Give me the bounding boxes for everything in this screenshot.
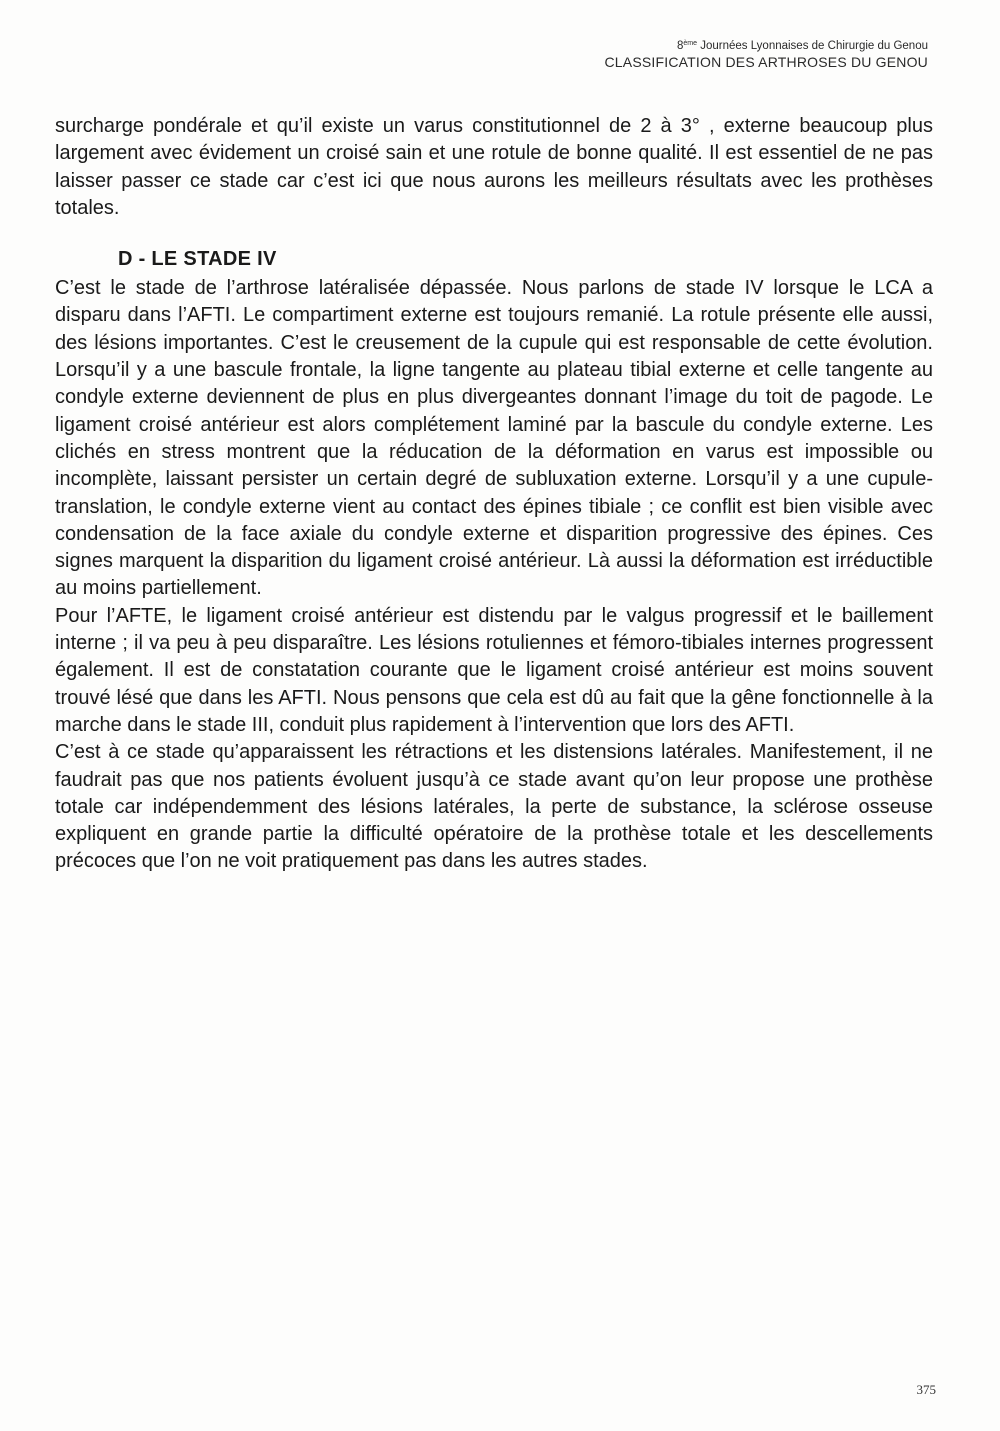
conference-ordinal-suffix: ème <box>683 40 697 47</box>
section-heading: D - LE STADE IV <box>118 248 277 271</box>
body-paragraph: C’est à ce stade qu’apparaissent les rétractions et les distensions latérales. Manifestement, il ne faudrait pas que nos patients évoluent jusqu’à ce stade avant qu’on leur propose une prothèse totale car indépendemment des lésions latérales, la perte de substance, la sclérose osseuse expliquent en grande partie la difficulté opératoire de la prothèse totale et les descellements précoces que l’on ne voit pratiquement pas dans les autres stades. <box>55 741 933 873</box>
page-body <box>55 113 933 876</box>
document-title: CLASSIFICATION DES ARTHROSES DU GENOU <box>604 54 928 70</box>
conference-title: Journées Lyonnaises de Chirurgie du Genou <box>697 40 928 52</box>
conference-name <box>605 36 929 54</box>
page-number: 375 <box>916 1382 936 1397</box>
body-paragraph: C’est le stade de l’arthrose latéralisée dépassée. Nous parlons de stade IV lorsque le LCA a disparu dans l’AFTI. Le compartiment externe est toujours remanié. La rotule présente elle aussi, des lésions importantes. C’est le creusement de la cupule qui est responsable de cette évolution. Lorsqu’il y a une bascule frontale, la ligne tangente au plateau tibial externe et celle tangente au condyle externe deviennent de plus en plus divergeantes donnant l’image du toit de pagode. Le ligament croisé antérieur est alors complétement laminé par la bascule du condyle externe. Les clichés en stress montrent que la réducation de la déformation en varus est impossible ou incomplète, laissant persister un certain degré de subluxation externe. Lorsqu’il y a une cupule-translation, le condyle externe vient au contact des épines tibiale ; ce conflit est bien visible avec condensation de la face axiale du condyle externe et disparition progressive des épines. Ces signes marquent la disparition du ligament croisé antérieur. Là aussi la déformation est irréductible au moins partiellement. <box>55 277 933 600</box>
intro-paragraph: surcharge pondérale et qu’il existe un varus constitutionnel de 2 à 3° , externe beaucoup plus largement avec évidement un croisé sain et une rotule de bonne qualité. Il est essentiel de ne pas laisser passer ce stade car c’est ici que nous aurons les meilleurs résultats avec les prothèses totales. <box>55 115 933 219</box>
conference-number: 8 <box>676 40 684 52</box>
body-paragraph: Pour l’AFTE, le ligament croisé antérieur est distendu par le valgus progressif et le baillement interne ; il va peu à peu disparaître. Les lésions rotuliennes et fémoro-tibiales internes progressent également. Il est de constatation courante que le ligament croisé antérieur est moins souvent trouvé lésé que dans les AFTI. Nous pensons que cela est dû au fait que la gêne fonctionnelle à la marche dans le stade III, conduit plus rapidement à l’intervention que lors des AFTI. <box>55 604 933 736</box>
running-header <box>605 36 929 70</box>
